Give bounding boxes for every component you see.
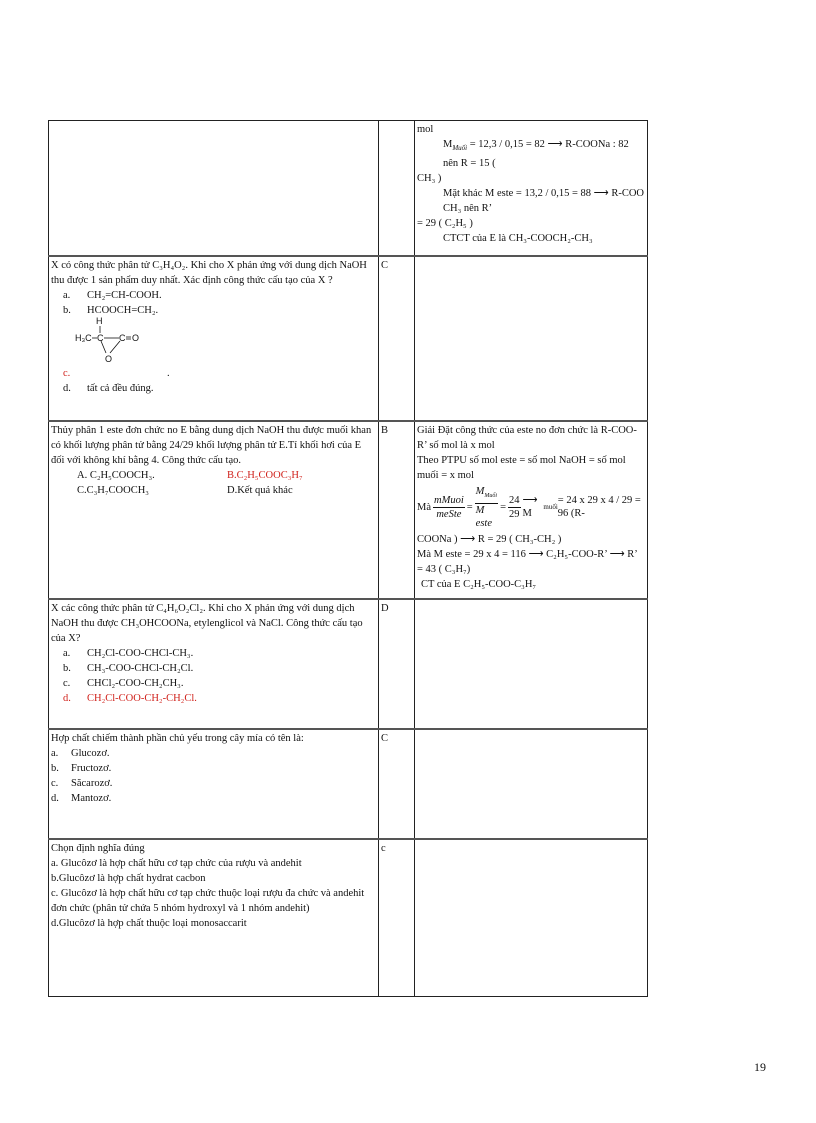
- fraction: [475, 485, 498, 530]
- option-d: [51, 381, 376, 396]
- atom-label: C: [119, 332, 126, 343]
- option-text: Săcarozơ.: [71, 777, 113, 789]
- text: = 24 x 29 x 4 / 29 = 96 (R-: [557, 495, 641, 520]
- option-letter: c.: [51, 777, 59, 789]
- fraction: [433, 494, 465, 521]
- option-c: [51, 776, 376, 791]
- atom-label: C: [97, 332, 104, 343]
- subscript: Muối: [452, 144, 468, 153]
- option-text: Mantozơ.: [71, 792, 112, 804]
- table-row: [49, 421, 648, 599]
- question-text: X các công thức phân tử C₄H₆O₂Cl₂. Khi cho X phản ứng với dung dịch NaOH thu được CH₃OHCOONa, etylenglicol và NaCl. Công thức cấu tạo của X?: [51, 602, 363, 644]
- question-text: Hợp chất chiếm thành phần chủ yếu trong cây mía có tên là:: [51, 732, 304, 744]
- option-b: b.Glucôzơ là hợp chất hydrat cacbon: [51, 872, 206, 884]
- option-letter: d.: [63, 382, 71, 394]
- table-row: [49, 256, 648, 421]
- question-text: X có công thức phân tử C₃H₄O₂. Khi cho X phản ứng với dung dịch NaOH thu được 1 sản phẩm duy nhất. Xác định công thức cấu tạo của X ?: [51, 259, 367, 286]
- option-text: CH₂=CH-COOH.: [87, 289, 162, 301]
- subscript: muối: [543, 502, 558, 511]
- question-table: [48, 120, 648, 997]
- epoxide-structure: [75, 315, 376, 366]
- explanation-line: COONa ) ⟶ R = 29 ( CH₃-CH₂ ): [417, 533, 562, 545]
- explanation-line: mol: [417, 124, 434, 135]
- text: Mà: [417, 501, 431, 513]
- option-text: CH₃-COO-CHCl-CH₂Cl.: [87, 662, 194, 674]
- answer-cell: [379, 121, 415, 256]
- option-d: [51, 691, 376, 706]
- option-letter: c.: [63, 367, 71, 379]
- option-a: a. Glucôzơ là hợp chất hữu cơ tạp chức của rượu và andehit: [51, 857, 302, 869]
- option-c: [51, 676, 376, 691]
- option-a: [51, 646, 376, 661]
- option-a: [51, 288, 376, 303]
- text: ⟶ M: [522, 495, 538, 520]
- option-d: D.Kết quả khác: [227, 484, 293, 496]
- explanation-cell: [415, 729, 648, 839]
- option-d: d.Glucôzơ là hợp chất thuộc loại monosaccarit: [51, 917, 247, 929]
- atom-label: O: [132, 332, 140, 343]
- text: = 12,3 / 0,15 = 82 ⟶ R-COONa : 82 nên R = 15 (: [443, 139, 629, 170]
- denominator: meSte: [436, 508, 462, 520]
- explanation-cell: [415, 421, 648, 599]
- question-cell: [49, 839, 379, 997]
- option-text: tất cả đều đúng.: [87, 382, 154, 394]
- explanation-cell: [415, 121, 648, 256]
- option-letter: d.: [63, 692, 71, 704]
- question-cell: [49, 121, 379, 256]
- question-cell: [49, 599, 379, 729]
- question-cell: [49, 256, 379, 421]
- option-b: B.C₂H₅COOC₃H₇: [227, 469, 303, 481]
- option-letter: a.: [51, 747, 59, 759]
- option-text: Fructozơ.: [71, 762, 112, 774]
- atom-label: O: [105, 353, 113, 364]
- table-row: [49, 729, 648, 839]
- question-cell: [49, 729, 379, 839]
- option-d: [51, 791, 376, 806]
- explanation-line: [417, 137, 645, 171]
- explanation-cell: [415, 256, 648, 421]
- explanation-line: CT của E C₂H₅-COO-C₃H₇: [421, 578, 537, 590]
- question-text: Chọn định nghĩa đúng: [51, 842, 145, 854]
- option-text: CH₂Cl-COO-CH₂-CH₂Cl.: [87, 692, 197, 704]
- explanation-line: Theo PTPU số mol este = số mol NaOH = số mol muối = x mol: [417, 454, 626, 481]
- table-row: [49, 839, 648, 997]
- explanation-cell: [415, 599, 648, 729]
- denominator: 29: [509, 508, 520, 520]
- option-letter: b.: [51, 762, 59, 774]
- numerator: mMuoi: [434, 494, 464, 506]
- question-text: Thủy phân 1 este đơn chức no E bằng dung dịch NaOH thu được muối khan có khối lượng phân tử bằng 24/29 khối lượng phân tử E.Tỉ khối hơi của E đối với không khí bằng 4. Công thức cấu tạo.: [51, 424, 372, 466]
- question-cell: [49, 421, 379, 599]
- option-a: [51, 746, 376, 761]
- explanation-cell: [415, 839, 648, 997]
- answer-cell: C: [379, 729, 415, 839]
- explanation-formula: Mà $\frac{\text{mMuoi}}{\text{meSte}}$ = $\frac{M_{Muối}}{\text{M este}}$ = $\frac{24}{29}$ ⟶ M muối = 24 x 29 x 4 / 29 = 96 (R-: [417, 485, 645, 530]
- table-row: [49, 599, 648, 729]
- option-letter: a.: [63, 289, 71, 301]
- option-c: c. Glucôzơ là hợp chất hữu cơ tạp chức thuộc loại rượu đa chức và andehit đơn chức (phân tử chứa 5 nhóm hydroxyl và 1 nhóm andehit): [51, 887, 365, 914]
- fraction: [508, 494, 521, 521]
- answer-cell: c: [379, 839, 415, 997]
- explanation-line: = 29 ( C₂H₅ ): [417, 218, 473, 230]
- option-grid: [51, 468, 376, 498]
- option-text: Glucozơ.: [71, 747, 110, 759]
- answer-cell: B: [379, 421, 415, 599]
- numerator: M: [475, 485, 485, 497]
- option-text: CHCl₂-COO-CH₂CH₃.: [87, 677, 184, 689]
- option-b: [51, 761, 376, 776]
- option-letter: a.: [63, 647, 71, 659]
- answer-cell: D: [379, 599, 415, 729]
- atom-label: H₃C: [75, 332, 92, 343]
- explanation-line: CH₃ ): [417, 173, 442, 185]
- answer-cell: C: [379, 256, 415, 421]
- option-c: c. .: [51, 366, 376, 381]
- option-text: HCOOCH=CH₂.: [87, 304, 159, 316]
- denominator: M este: [475, 504, 492, 529]
- option-c: C.C₃H₇COOCH₃: [77, 484, 149, 496]
- numerator: 24: [509, 494, 520, 506]
- atom-label: H: [96, 315, 103, 326]
- explanation-line: Mà M este = 29 x 4 = 116 ⟶ C₂H₅-COO-R’ ⟶ R’ = 43 ( C₃H₇): [417, 548, 637, 575]
- explanation-line: Mặt khác M este = 13,2 / 0,15 = 88 ⟶ R-COO CH₃ nên R’: [443, 188, 645, 215]
- table-row: [49, 121, 648, 256]
- option-letter: c.: [63, 677, 71, 689]
- explanation-line: CTCT của E là CH₃-COOCH₂-CH₃: [443, 233, 593, 245]
- explanation-line: Giải Đặt công thức của este no đơn chức là R-COO-R’ số mol là x mol: [417, 424, 637, 451]
- subscript: Muối: [484, 492, 498, 499]
- page-number: 19: [754, 1060, 766, 1074]
- option-letter: d.: [51, 792, 59, 804]
- option-letter: b.: [63, 662, 71, 674]
- text: M: [443, 139, 453, 150]
- option-a: A. C₂H₅COOCH₃.: [77, 469, 155, 481]
- option-letter: b.: [63, 304, 71, 316]
- option-b: [51, 661, 376, 676]
- option-text: CH₂Cl-COO-CHCl-CH₃.: [87, 647, 194, 659]
